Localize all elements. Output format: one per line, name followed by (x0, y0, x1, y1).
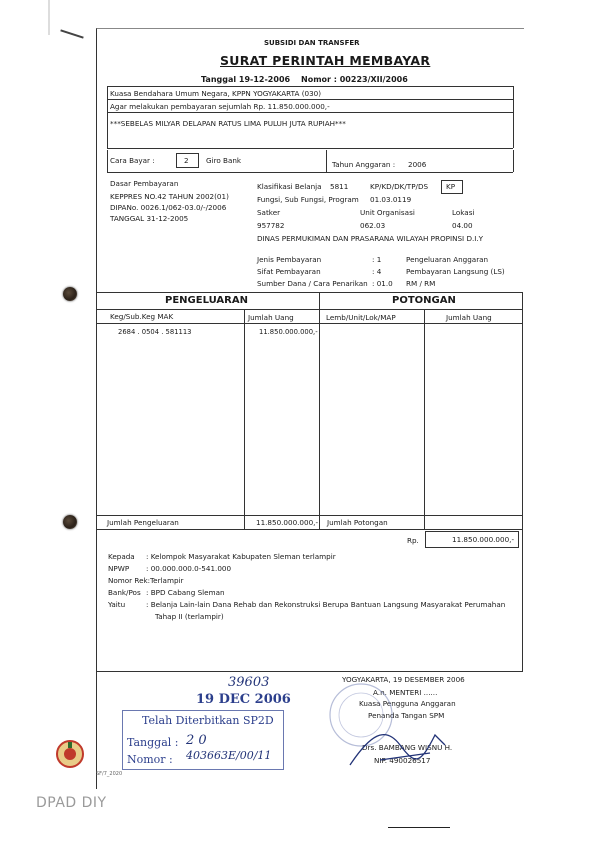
kuasa-text: Kuasa Bendahara Umum Negara, KPPN YOGYAKARTA (030) (110, 89, 322, 98)
potongan-title: POTONGAN (392, 295, 456, 306)
total-label: Jumlah Pengeluaran (107, 518, 179, 527)
dasar-line1: KEPPRES NO.42 TAHUN 2002(01) (110, 192, 229, 201)
divider (107, 150, 108, 172)
divider (522, 292, 523, 529)
satker-value: 957782 (257, 221, 285, 230)
col-lemb: Lemb/Unit/Lok/MAP (326, 313, 396, 322)
divider (319, 292, 320, 529)
divider (97, 529, 523, 530)
kepada-value: : Kelompok Masyarakat Kabupaten Sleman terlampir (146, 552, 336, 561)
dinas-name: DINAS PERMUKIMAN DAN PRASARANA WILAYAH PROPINSI D.I.Y (257, 234, 484, 243)
province-emblem-icon (55, 738, 85, 770)
lokasi-label: Lokasi (452, 208, 475, 217)
divider (97, 292, 523, 293)
divider (107, 112, 513, 113)
paper-edge (48, 0, 50, 35)
sign-place-date: YOGYAKARTA, 19 DESEMBER 2006 (342, 675, 465, 684)
stamp-nomor-value: 403663E/00/11 (186, 749, 272, 762)
lokasi-value: 04.00 (452, 221, 473, 230)
sumber-label: Sumber Dana / Cara Penarikan (257, 279, 368, 288)
sign-penanda: Penanda Tangan SPM (368, 711, 445, 720)
klasifikasi-label: Klasifikasi Belanja (257, 182, 322, 191)
divider (424, 309, 425, 529)
col-jumlah2: Jumlah Uang (446, 313, 492, 322)
jenis-label: Jenis Pembayaran (257, 255, 322, 264)
rek-label: Nomor Rek: (108, 576, 151, 585)
divider (522, 529, 523, 671)
sign-an: A.n. MENTERI ...... (373, 688, 438, 697)
yaitu-value-2: Tahap II (terlampir) (155, 612, 224, 621)
date-stamp: 19 DEC 2006 (196, 692, 291, 707)
sifat-value: Pembayaran Langsung (LS) (406, 267, 505, 276)
stamp-tanggal-label: Tanggal : (127, 736, 179, 749)
bank-label: Bank/Pos (108, 588, 141, 597)
terbilang-text: ***SEBELAS MILYAR DELAPAN RATUS LIMA PULUH JUTA RUPIAH*** (110, 119, 346, 128)
divider (326, 150, 327, 172)
divider (97, 671, 523, 672)
divider (107, 148, 513, 149)
rek-value: Terlampir (150, 576, 184, 585)
col-keg: Keg/Sub.Keg MAK (110, 312, 174, 321)
satker-label: Satker (257, 208, 281, 217)
bank-value: : BPD Cabang Sleman (146, 588, 225, 597)
tahun-anggaran-label: Tahun Anggaran : (332, 160, 396, 169)
fungsi-value: 01.03.0119 (370, 195, 412, 204)
sign-name: Drs. BAMBANG WISNU H. (362, 743, 453, 752)
divider (97, 323, 523, 324)
signature-scribble-icon (340, 715, 460, 775)
doc-date: Tanggal 19-12-2006 (201, 75, 291, 84)
row-code: 2684 . 0504 . 581113 (118, 328, 192, 336)
sumber-code: : 01.0 (372, 279, 393, 288)
rp-label: Rp. (407, 536, 419, 545)
unit-label: Unit Organisasi (360, 208, 415, 217)
jenis-code: : 1 (372, 255, 382, 264)
rp-amount: 11.850.000.000,- (452, 535, 515, 544)
footer-label: DPAD DIY (36, 795, 107, 811)
sign-nip: NIP. 490026517 (374, 756, 431, 765)
kp-codes: KP/KD/DK/TP/DS (370, 182, 429, 191)
cara-bayar-code: 2 (184, 156, 189, 165)
npwp-value: : 00.000.000.0-541.000 (146, 564, 232, 573)
sifat-label: Sifat Pembayaran (257, 267, 321, 276)
divider (97, 515, 523, 516)
total-amount: 11.850.000.000,- (256, 518, 319, 527)
kp-box-value: KP (446, 182, 456, 191)
divider (107, 99, 513, 100)
fungsi-label: Fungsi, Sub Fungsi, Program (257, 195, 359, 204)
jenis-value: Pengeluaran Anggaran (406, 255, 489, 264)
pen-mark (60, 29, 83, 38)
punch-hole-top (63, 287, 77, 301)
divider (97, 309, 523, 310)
punch-hole-bottom (63, 515, 77, 529)
cara-bayar-value: Giro Bank (206, 156, 242, 165)
potongan-total-label: Jumlah Potongan (327, 518, 388, 527)
handwritten-number: 39603 (228, 675, 270, 690)
doc-title: SURAT PERINTAH MEMBAYAR (220, 53, 431, 68)
form-code: SF/7_2020 (96, 771, 123, 777)
npwp-label: NPWP (108, 564, 130, 573)
stamp-telah: Telah Diterbitkan SP2D (142, 714, 274, 727)
divider (244, 309, 245, 529)
bottom-mark (388, 827, 450, 828)
sifat-code: : 4 (372, 267, 382, 276)
cara-bayar-label: Cara Bayar : (110, 156, 155, 165)
yaitu-label: Yaitu (108, 600, 126, 609)
divider (513, 86, 514, 148)
agar-text: Agar melakukan pembayaran sejumlah Rp. 11.850.000.000,- (110, 102, 330, 111)
unit-value: 062.03 (360, 221, 386, 230)
klasifikasi-code: 5811 (330, 182, 349, 191)
stamp-tanggal-value: 2 0 (186, 733, 207, 748)
tahun-anggaran-value: 2006 (408, 160, 427, 169)
row-amount: 11.850.000.000,- (259, 328, 318, 336)
divider (107, 172, 513, 173)
kepada-label: Kepada (108, 552, 135, 561)
pengeluaran-title: PENGELUARAN (165, 295, 248, 306)
divider (513, 150, 514, 172)
sign-kuasa: Kuasa Pengguna Anggaran (359, 699, 456, 708)
dasar-line3: TANGGAL 31-12-2005 (110, 214, 189, 223)
dasar-label: Dasar Pembayaran (110, 179, 179, 188)
sumber-value: RM / RM (406, 279, 436, 288)
yaitu-value-1: : Belanja Lain-lain Dana Rehab dan Rekonstruksi Berupa Bantuan Langsung Masyarakat Perumahan (146, 600, 506, 609)
divider (107, 86, 513, 87)
col-jumlah: Jumlah Uang (248, 313, 294, 322)
divider (107, 86, 108, 148)
doc-subtitle: SUBSIDI DAN TRANSFER (264, 39, 360, 47)
doc-number: Nomor : 00223/XII/2006 (301, 75, 408, 84)
dasar-line2: DIPANo. 0026.1/062-03.0/-/2006 (110, 203, 227, 212)
stamp-nomor-label: Nomor : (127, 753, 173, 766)
